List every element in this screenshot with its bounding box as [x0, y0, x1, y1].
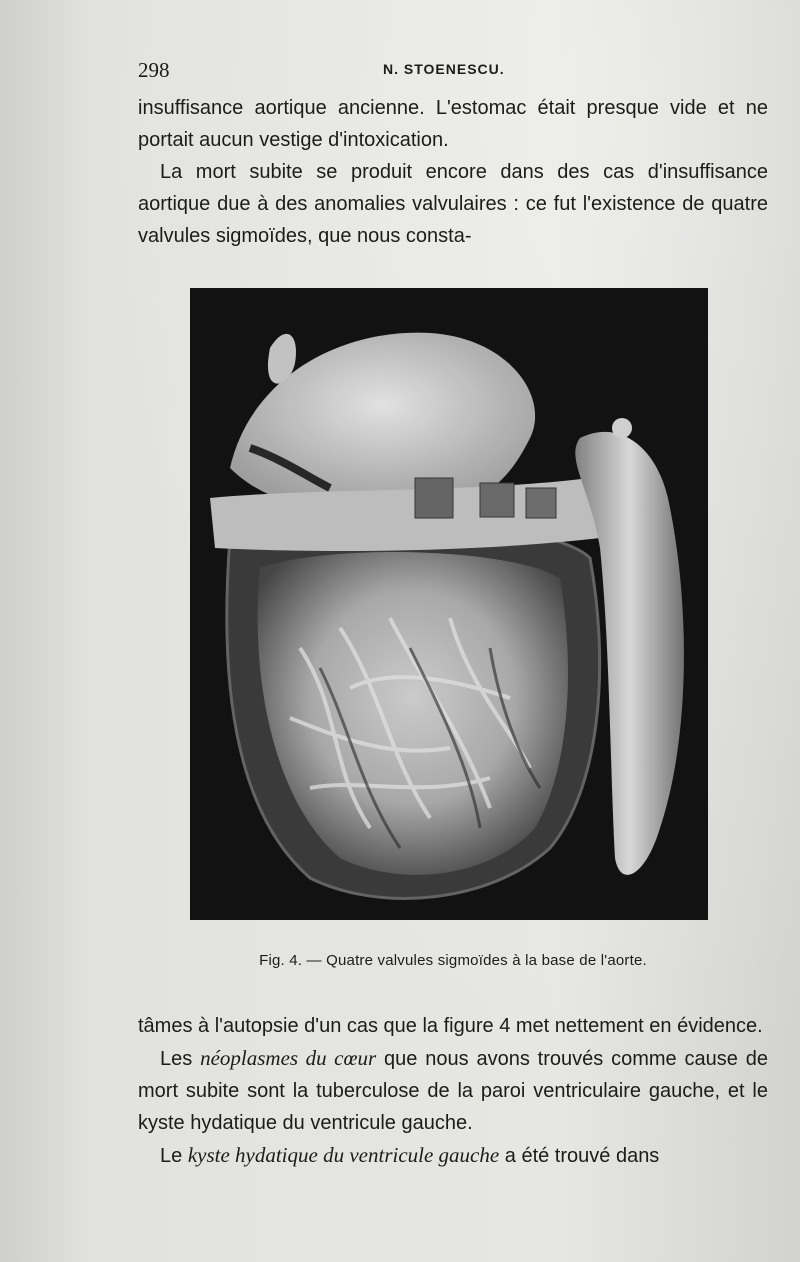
paragraph-5-italic: kyste hydatique du ventricule gauche [187, 1143, 500, 1167]
body-text-bottom [138, 1010, 768, 1172]
paragraph-1: insuffisance aortique ancienne. L'estomac était presque vide et ne portait aucun vestige d'intoxication. [138, 97, 768, 151]
paragraph-4-rest: que nous avons trouvés comme cause de mort subite sont la tuberculose de la paroi ventriculaire gauche, et le kyste hydatique du ventricule gauche. [138, 1048, 768, 1134]
paragraph-3: tâmes à l'autopsie d'un cas que la figure 4 met nettement en évidence. [138, 1015, 763, 1037]
paragraph-2: La mort subite se produit encore dans des cas d'insuffisance aortique due à des anomalies valvulaires : ce fut l'existence de quatre valvules sigmoïdes, que nous consta- [138, 161, 768, 247]
heart-photo-illustration [190, 288, 708, 920]
body-text-top [138, 92, 768, 252]
paragraph-4-start: Les [160, 1048, 201, 1070]
page-number: 298 [138, 58, 170, 82]
figure-caption: Fig. 4. — Quatre valvules sigmoïdes à la base de l'aorte. [259, 952, 647, 969]
paragraph-5 [138, 1139, 768, 1172]
paragraph-5-start: Le [160, 1145, 188, 1167]
paragraph-4 [138, 1042, 768, 1139]
figure-heart-photograph [190, 288, 708, 920]
paragraph-5-rest: a été trouvé dans [499, 1145, 660, 1167]
paragraph-4-italic: néoplasmes du cœur [200, 1046, 377, 1070]
running-head: N. STOENESCU. [383, 61, 505, 77]
page-header [138, 58, 768, 88]
